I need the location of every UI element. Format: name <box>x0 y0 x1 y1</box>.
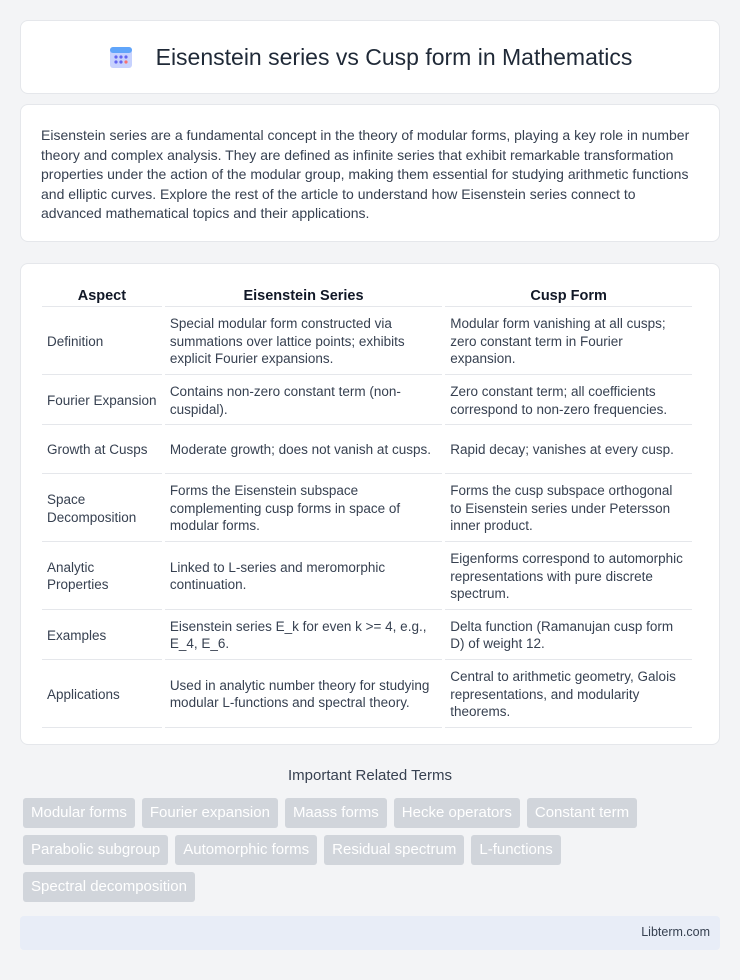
tag-modular-forms[interactable]: Modular forms <box>23 798 135 828</box>
table-row <box>42 544 692 610</box>
related-terms-list <box>23 798 703 909</box>
table-row <box>42 662 692 728</box>
comparison-card <box>20 263 720 745</box>
cell-cusp: Central to arithmetic geometry, Galois representations, and modularity theorems. <box>445 662 692 728</box>
calendar-icon <box>108 44 134 70</box>
intro-card <box>20 104 720 242</box>
header-eisenstein: Eisenstein Series <box>165 286 442 307</box>
tag-constant-term[interactable]: Constant term <box>527 798 637 828</box>
cell-aspect: Definition <box>42 309 162 375</box>
comparison-table <box>39 284 695 730</box>
cell-eisenstein: Contains non-zero constant term (non-cuspidal). <box>165 377 442 425</box>
table-row <box>42 309 692 375</box>
tag-residual-spectrum[interactable]: Residual spectrum <box>324 835 464 865</box>
page-title: Eisenstein series vs Cusp form in Mathematics <box>155 43 633 70</box>
cell-cusp: Eigenforms correspond to automorphic representations with pure discrete spectrum. <box>445 544 692 610</box>
cell-cusp: Modular form vanishing at all cusps; zero constant term in Fourier expansion. <box>445 309 692 375</box>
tag-fourier-expansion[interactable]: Fourier expansion <box>142 798 278 828</box>
cell-aspect: Fourier Expansion <box>42 377 162 425</box>
cell-aspect: Analytic Properties <box>42 544 162 610</box>
tag-automorphic-forms[interactable]: Automorphic forms <box>175 835 317 865</box>
footer <box>20 916 720 950</box>
cell-cusp: Delta function (Ramanujan cusp form D) of weight 12. <box>445 612 692 660</box>
cell-eisenstein: Eisenstein series E_k for even k >= 4, e.g., E_4, E_6. <box>165 612 442 660</box>
cell-aspect: Applications <box>42 662 162 728</box>
cell-cusp: Zero constant term; all coefficients correspond to non-zero frequencies. <box>445 377 692 425</box>
tag-spectral-decomposition[interactable]: Spectral decomposition <box>23 872 195 902</box>
header-aspect: Aspect <box>42 286 162 307</box>
table-header-row <box>42 286 692 307</box>
cell-aspect: Examples <box>42 612 162 660</box>
tag-l-functions[interactable]: L-functions <box>471 835 560 865</box>
header-cusp: Cusp Form <box>445 286 692 307</box>
cell-eisenstein: Linked to L-series and meromorphic continuation. <box>165 544 442 610</box>
cell-eisenstein: Moderate growth; does not vanish at cusps. <box>165 427 442 474</box>
cell-aspect: Space Decomposition <box>42 476 162 542</box>
tag-hecke-operators[interactable]: Hecke operators <box>394 798 520 828</box>
cell-eisenstein: Special modular form constructed via summations over lattice points; exhibits explicit Fourier expansions. <box>165 309 442 375</box>
cell-eisenstein: Forms the Eisenstein subspace complementing cusp forms in space of modular forms. <box>165 476 442 542</box>
cell-cusp: Rapid decay; vanishes at every cusp. <box>445 427 692 474</box>
tag-maass-forms[interactable]: Maass forms <box>285 798 387 828</box>
footer-site-link[interactable]: Libterm.com <box>641 925 710 939</box>
table-row <box>42 476 692 542</box>
tag-parabolic-subgroup[interactable]: Parabolic subgroup <box>23 835 168 865</box>
header-card <box>20 20 720 94</box>
table-row <box>42 427 692 474</box>
related-terms-title: Important Related Terms <box>288 767 452 784</box>
cell-aspect: Growth at Cusps <box>42 427 162 474</box>
intro-text: Eisenstein series are a fundamental concept in the theory of modular forms, playing a key role in number theory and complex analysis. They are defined as infinite series that exhibit remarkable transformation properties under the action of the modular group, making them essential for studying arithmetic functions and elliptic curves. Explore the rest of the article to understand how Eisenstein series connect to advanced mathematical topics and their applications. <box>41 127 690 222</box>
table-row <box>42 612 692 660</box>
cell-eisenstein: Used in analytic number theory for studying modular L-functions and spectral theory. <box>165 662 442 728</box>
cell-cusp: Forms the cusp subspace orthogonal to Eisenstein series under Petersson inner product. <box>445 476 692 542</box>
table-row <box>42 377 692 425</box>
